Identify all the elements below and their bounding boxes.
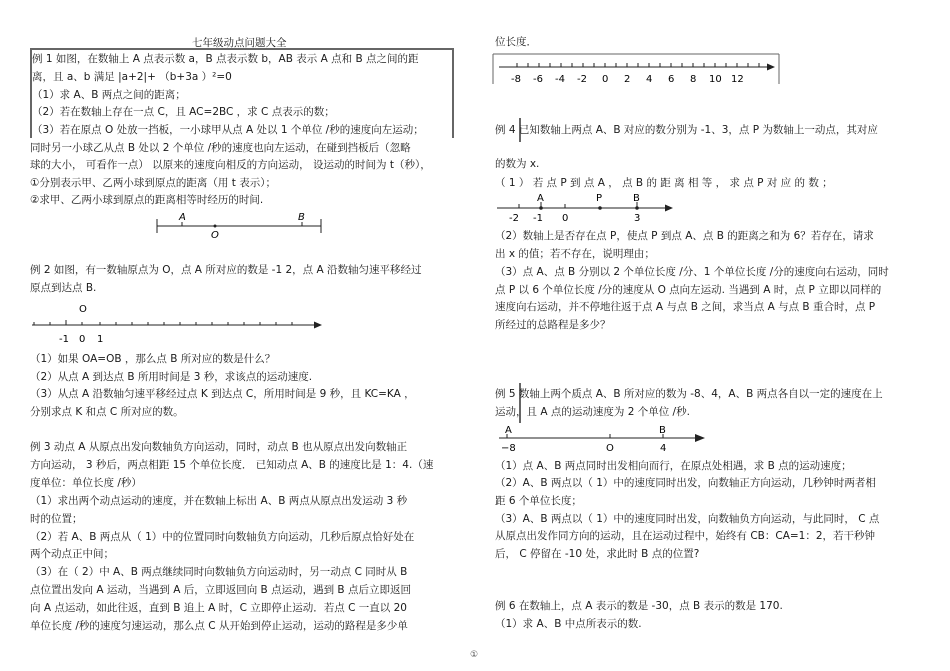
fig5-label-o: O [606, 443, 614, 454]
ex4-q3: （3）点 A、点 B 分别以 2 个单位长度 /分、1 个单位长度 /分的速度向右运动，同时 [495, 266, 889, 278]
fig3-tick-4: 4 [646, 74, 653, 85]
ex3-line-1: 例 3 动点 A 从原点出发向数轴负方向运动，同时，动点 B 也从原点出发向数轴正 [30, 441, 408, 453]
fig2-tick-neg1: -1 [59, 334, 69, 345]
ex2-q3: （3）从点 A 沿数轴匀速平移经过点 K 到达点 C，所用时间是 9 秒，且 KC=KA ， [30, 388, 415, 400]
ex6-line-1: 例 6 在数轴上，点 A 表示的数是 -30，点 B 表示的数是 170. [495, 600, 783, 612]
fig4-tick-neg1: -1 [533, 213, 543, 224]
fig5-label-b: B [659, 425, 666, 436]
fig4-number-line [495, 190, 695, 226]
fig4-label-p: P [596, 193, 603, 204]
page-title: 七年级动点问题大全 [192, 37, 287, 49]
ex4-line-2: 的数为 x. [495, 158, 540, 170]
page-number: ① [470, 650, 479, 660]
ex1-line-6: 同时另一小球乙从点 B 处以 2 个单位 /秒的速度也向左运动，在碰到挡板后（忽略 [30, 142, 411, 154]
fig1-label-o: O [211, 230, 219, 241]
ex4-line-1: 例 4 已知数轴上两点 A、B 对应的数分别为 -1、3，点 P 为数轴上一动点，其对应 [495, 124, 878, 136]
fig3-tick-neg2: -2 [577, 74, 587, 85]
ex5-q2: （2）A、B 两点以（ 1）中的速度同时出发，向数轴正方向运动，几秒钟时两者相 [495, 477, 876, 489]
fig1-number-line [155, 210, 325, 242]
ex1-line-5: （3）若在原点 O 处放一挡板，一小球甲从点 A 处以 1 个单位 /秒的速度向左运动； [32, 124, 424, 136]
fig4-tick-0: 0 [562, 213, 569, 224]
ex3-tail: 位长度． [495, 36, 537, 48]
ex5-q3: （3）A、B 两点以（ 1）中的速度同时出发，向数轴负方向运动，与此同时， C 点 [495, 513, 880, 525]
ex3-line-11: 单位长度 /秒的速度匀速运动，那么点 C 从开始到停止运动，运动的路程是多少单 [30, 620, 408, 632]
ex5-line-2: 运动，且 A 点的运动速度为 2 个单位 /秒. [495, 406, 690, 418]
ex4-q2-cont: 出 x 的值；若不存在，说明理由； [495, 248, 655, 260]
fig2-tick-0: 0 [79, 334, 86, 345]
ex1-line-2: 离，且 a、b 满足 |a+2|+ （b+3a ）²=0 [32, 71, 232, 83]
fig4-label-a: A [537, 193, 544, 204]
ex5-q3-cont-1: 从原点出发作同方向的运动，且在运动过程中，始终有 CB：CA=1：2，若干秒钟 [495, 530, 876, 542]
ex3-line-3: 度单位：单位长度 /秒） [30, 477, 142, 489]
ex3-line-5: 时的位置； [30, 513, 83, 525]
fig4-tick-3: 3 [634, 213, 641, 224]
ex4-q1: （ 1 ） 若 点 P 到 点 A ， 点 B 的 距 离 相 等 ， 求 点 P 对 应 的 数 ； [495, 177, 833, 189]
fig3-tick-neg4: -4 [555, 74, 565, 85]
fig5-tick-neg8: −8 [501, 443, 516, 454]
fig4-label-b: B [633, 193, 640, 204]
ex5-line-1: 例 5 数轴上两个质点 A、B 所对应的数为 -8、4，A、B 两点各自以一定的速度在上 [495, 388, 883, 400]
ex1-line-3: （1）求 A、B 两点之间的距离； [32, 89, 186, 101]
ex2-q2: （2）从点 A 到达点 B 所用时间是 3 秒，求该点的运动速度. [30, 371, 313, 383]
fig3-tick-12: 12 [731, 74, 744, 85]
fig3-tick-6: 6 [668, 74, 675, 85]
fig3-number-line [493, 54, 783, 90]
ex4-q2: （2）数轴上是否存在点 P，使点 P 到点 A、点 B 的距离之和为 6？若存在，请求 [495, 230, 874, 242]
fig1-label-b: B [298, 212, 305, 223]
ex3-line-6: （2）若 A、B 两点从（ 1）中的位置同时向数轴负方向运动，几秒后原点恰好处在 [30, 531, 415, 543]
ex1-frame-right [452, 48, 454, 138]
fig3-tick-8: 8 [690, 74, 697, 85]
ex2-line-1: 例 2 如图，有一数轴原点为 O，点 A 所对应的数是 -1 2，点 A 沿数轴匀速平移经过 [30, 264, 422, 276]
fig3-tick-0: 0 [602, 74, 609, 85]
fig2-tick-1: 1 [97, 334, 104, 345]
fig5-number-line [495, 423, 735, 455]
fig4-tick-neg2: -2 [509, 213, 519, 224]
ex2-q3-cont: 分别求点 K 和点 C 所对应的数。 [30, 406, 184, 418]
fig2-ticks [34, 320, 292, 325]
ex1-line-7: 球的大小， 可看作一点） 以原来的速度向相反的方向运动， 设运动的时间为 t（秒）， [30, 159, 431, 171]
ex1-line-4: （2）若在数轴上存在一点 C，且 AC=2BC ，求 C 点表示的数； [32, 106, 335, 118]
ex4-q3-cont-2: 速度向右运动，并不停地往返于点 A 与点 B 之间，求当点 A 与点 B 重合时，点 P [495, 301, 876, 313]
ex3-line-9: 点位置出发向 A 运动，当遇到 A 后，立即返回向 B 点运动，遇到 B 点后立即返回 [30, 584, 411, 596]
ex1-line-1: 例 1 如图，在数轴上 A 点表示数 a，B 点表示数 b，AB 表示 A 点和 B 点之间的距 [32, 53, 419, 65]
ex2-line-2: 原点到达点 B. [30, 282, 97, 294]
ex1-line-8: ①分别表示甲、乙两小球到原点的距离（用 t 表示）； [30, 177, 276, 189]
fig3-tick-neg6: -6 [533, 74, 543, 85]
fig5-label-a: A [505, 425, 512, 436]
ex5-q3-cont-2: 后， C 停留在 -10 处，求此时 B 点的位置? [495, 548, 700, 560]
fig3-tick-neg8: -8 [511, 74, 521, 85]
ex3-line-8: （3）在（ 2）中 A、B 两点继续同时向数轴负方向运动时，另一动点 C 同时从 B [30, 566, 408, 578]
ex3-line-4: （1）求出两个动点运动的速度，并在数轴上标出 A、B 两点从原点出发运动 3 秒 [30, 495, 408, 507]
ex1-frame-top [30, 48, 454, 50]
fig5-tick-4: 4 [660, 443, 667, 454]
fig3-ticks [517, 63, 759, 67]
fig2-number-line [30, 298, 330, 348]
ex6-line-2: （1）求 A、B 中点所表示的数. [495, 618, 642, 630]
ex4-q3-cont-3: 所经过的总路程是多少？ [495, 319, 611, 331]
ex5-q1: （1）点 A、B 两点同时出发相向而行，在原点处相遇，求 B 点的运动速度； [495, 460, 852, 472]
fig2-label-o: O [79, 304, 87, 315]
ex3-line-10: 向 A 点运动，如此往返，直到 B 追上 A 时，C 立即停止运动．若点 C 一直以 20 [30, 602, 407, 614]
fig1-label-a: A [179, 212, 186, 223]
ex3-line-7: 两个动点正中间； [30, 548, 114, 560]
ex1-line-9: ②求甲、乙两小球到原点的距离相等时经历的时间. [30, 194, 264, 206]
fig3-tick-10: 10 [709, 74, 722, 85]
ex3-line-2: 方向运动， 3 秒后，两点相距 15 个单位长度． 已知动点 A、B 的速度比是 1：4.（速 [30, 459, 434, 471]
ex5-q2-cont: 距 6 个单位长度； [495, 495, 582, 507]
fig3-tick-2: 2 [624, 74, 631, 85]
ex2-q1: （1）如果 OA=OB ，那么点 B 所对应的数是什么？ [30, 353, 276, 365]
ex4-q3-cont-1: 点 P 以 6 个单位长度 /分的速度从 O 点向左运动. 当遇到 A 时，点 P 立即以同样的 [495, 284, 882, 296]
